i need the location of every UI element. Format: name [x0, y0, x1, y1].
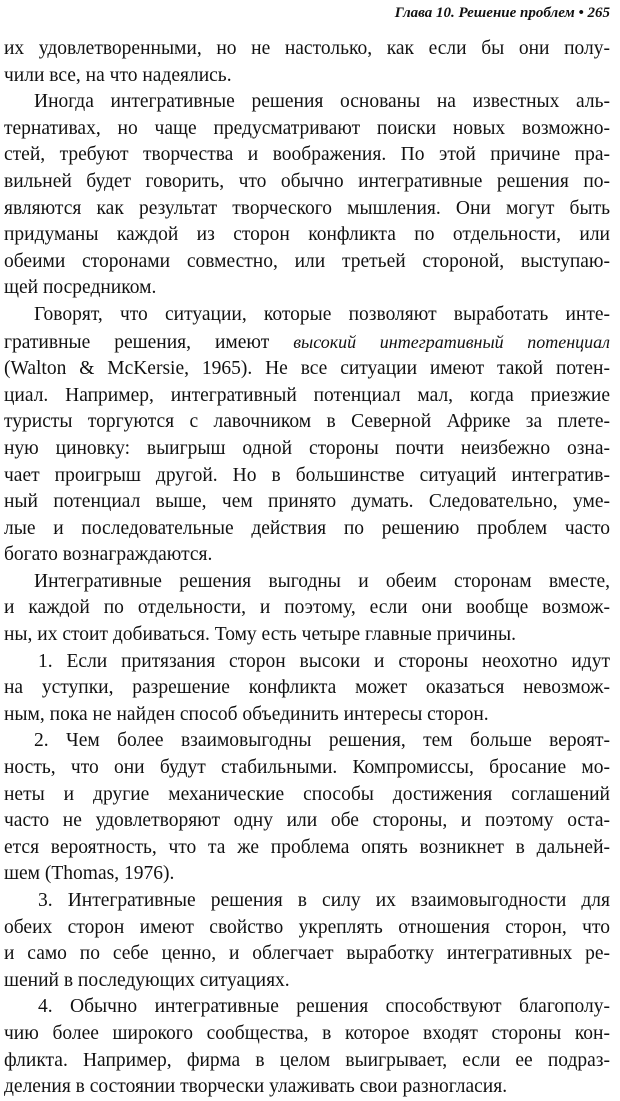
- paragraph-4: [4, 569, 610, 649]
- text-line: 2. Чем более взаимовыгодны решения, тем больше вероят-: [34, 730, 610, 752]
- list-item-4: [4, 994, 610, 1100]
- paragraph-3: [4, 302, 610, 569]
- text-line: чили все, на что надеялись.: [4, 64, 232, 86]
- text-line: и само по себе ценно, и облегчает выработку интегративных ре-: [4, 943, 610, 965]
- text-line: деления в состоянии творчески улаживать свои разногласия.: [4, 1076, 508, 1098]
- text-line: фликта. Например, фирма в целом выигрывает, если ее подраз-: [4, 1049, 610, 1071]
- text-line-with-emphasis: [4, 329, 610, 357]
- body-text: [4, 36, 610, 1101]
- paragraph-1: [4, 36, 610, 89]
- text-line: шений в последующих ситуациях.: [4, 969, 290, 991]
- text-line: ется вероятность, что та же проблема опять возникнет в дальней-: [4, 836, 610, 858]
- text-line: Иногда интегративные решения основаны на известных аль-: [34, 91, 610, 113]
- text-line: лые и последовательные действия по решению проблем часто: [4, 517, 610, 539]
- text-line: 1. Если притязания сторон высоки и стороны неохотно идут: [38, 650, 610, 672]
- text-line: часто не удовлетворяют одну или обе стороны, и поэтому оста-: [4, 810, 610, 832]
- emphasis-term: высокий интегративный потенциал: [293, 331, 611, 352]
- text-line: Интегративные решения выгодны и обеим сторонам вместе,: [34, 570, 610, 592]
- text-line: неты и другие механические способы достижения соглашений: [4, 783, 610, 805]
- list-item-1: [4, 649, 610, 729]
- text-line: 4. Обычно интегративные решения способствуют благополу-: [38, 996, 610, 1018]
- text-line: ны, их стоит добиваться. Тому есть четыре главные причины.: [4, 624, 516, 646]
- paragraph-2: [4, 89, 610, 302]
- text-line: обеими сторонами совместно, или третьей стороной, выступаю-: [4, 250, 610, 272]
- text-line: ным, пока не найден способ объединить интересы сторон.: [4, 703, 489, 725]
- text-line: вильней будет говорить, что обычно интегративные решения по-: [4, 170, 610, 192]
- text-line: придуманы каждой из сторон конфликта по отдельности, или: [4, 224, 610, 246]
- text-line: и каждой по отдельности, и поэтому, если они вообще возмож-: [4, 597, 610, 619]
- text-line: тернативах, но чаще предусматривают поиски новых возможно-: [4, 117, 610, 139]
- text-line: Говорят, что ситуации, которые позволяют выработать инте-: [34, 303, 610, 325]
- text-line: их удовлетворенными, но не настолько, как если бы они полу-: [4, 38, 610, 59]
- text-line: 3. Интегративные решения в силу их взаимовыгодности для: [38, 890, 610, 911]
- list-item-3: [4, 888, 610, 994]
- text-fragment: гративные решения, имеют: [4, 331, 270, 353]
- text-line: богато вознаграждаются.: [4, 544, 213, 566]
- text-line: чию более широкого сообщества, в которое входят стороны кон-: [4, 1022, 610, 1044]
- text-line: щей посредником.: [4, 277, 157, 299]
- list-item-2: [4, 728, 610, 888]
- running-header: Глава 10. Решение проблем • 265: [394, 5, 610, 21]
- text-line: шем (Thomas, 1976).: [4, 863, 175, 885]
- text-line: циал. Например, интегративный потенциал мал, когда приезжие: [4, 384, 610, 406]
- text-line: туристы торгуются с лавочником в Северной Африке за плете-: [4, 411, 610, 433]
- text-line: ную циновку: выигрыш одной стороны почти неизбежно озна-: [4, 437, 610, 459]
- text-line: (Walton & McKersie, 1965). Не все ситуации имеют такой потен-: [4, 358, 610, 380]
- text-line: ный потенциал выше, чем принято думать. Следовательно, уме-: [4, 491, 610, 513]
- text-line: являются как результат творческого мышления. Они могут быть: [4, 197, 610, 219]
- text-line: обеих сторон имеют свойство укреплять отношения сторон, что: [4, 916, 610, 938]
- text-line: на уступки, разрешение конфликта может оказаться невозмож-: [4, 677, 610, 699]
- text-line: ность, что они будут стабильными. Компромиссы, бросание мо-: [4, 757, 610, 779]
- text-line: чает проигрыш другой. Но в большинстве ситуаций интегратив-: [4, 464, 610, 486]
- text-line: стей, требуют творчества и воображения. По этой причине пра-: [4, 144, 610, 166]
